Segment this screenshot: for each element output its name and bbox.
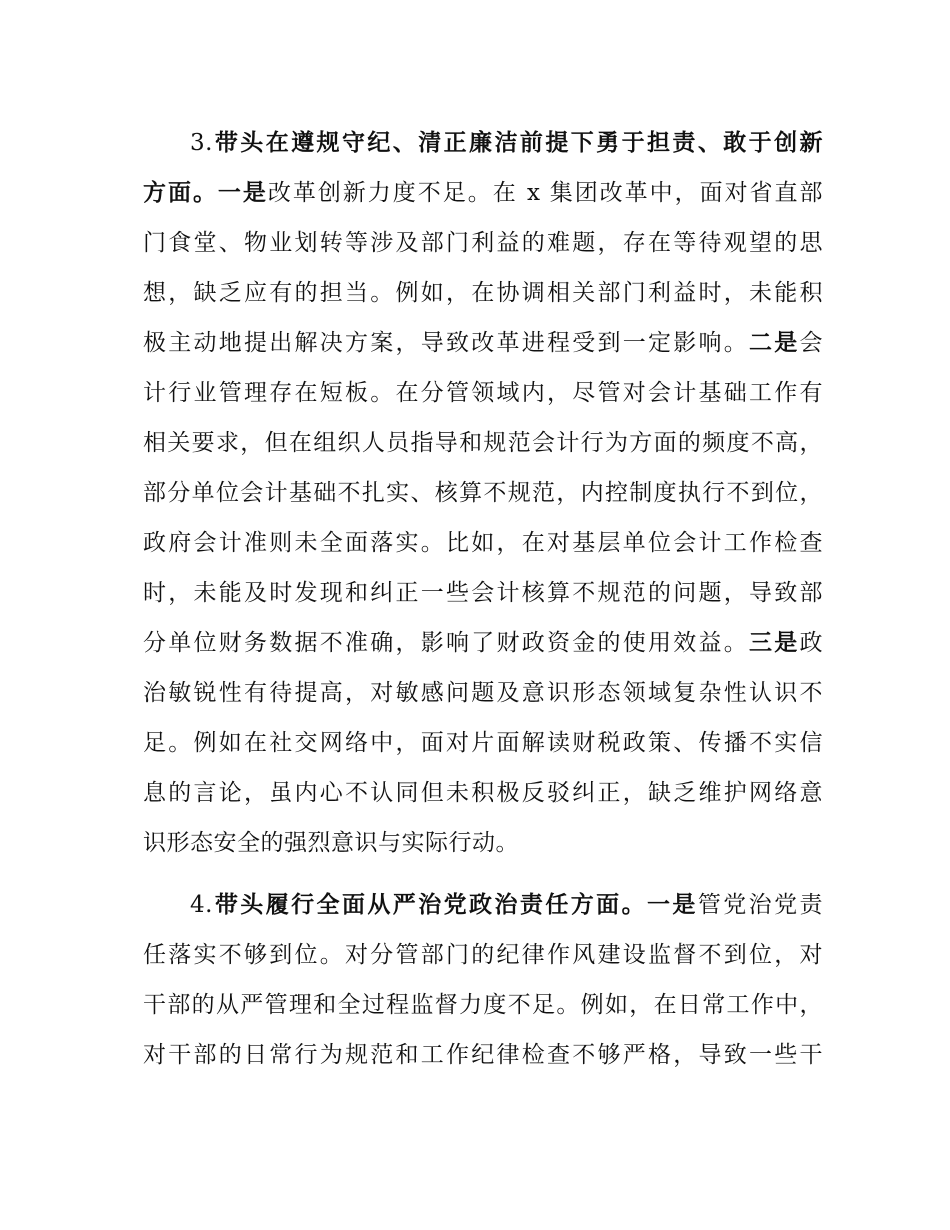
paragraph-1-line-3: 门食堂、物业划转等涉及部门利益的难题，存在等待观望的思 [143,230,823,256]
paragraph-1-line-4: 想，缺乏应有的担当。例如，在协调相关部门利益时，未能积 [143,280,823,306]
paragraph-2-line-4: 对干部的日常行为规范和工作纪律检查不够严格，导致一些干 [143,1042,823,1068]
paragraph-1-line-2: 方面。一是改革创新力度不足。在 x 集团改革中，面对省直部 [143,180,824,206]
paragraph-1-line-15: 识形态安全的强烈意识与实际行动。 [143,830,519,856]
paragraph-1-line-14: 息的言论，虽内心不认同但未积极反驳纠正，缺乏维护网络意 [143,780,823,806]
paragraph-2-line-1: 4.带头履行全面从严治党政治责任方面。一是管党治党责 [190,892,824,918]
paragraph-1-line-8: 部分单位会计基础不扎实、核算不规范，内控制度执行不到位， [143,480,823,506]
paragraph-1-line-10: 时，未能及时发现和纠正一些会计核算不规范的问题，导致部 [143,580,823,606]
paragraph-2-line-2: 任落实不够到位。对分管部门的纪律作风建设监督不到位，对 [143,942,823,968]
paragraph-1-line-12: 治敏锐性有待提高，对敏感问题及意识形态领域复杂性认识不 [143,680,823,706]
paragraph-2-line-3: 干部的从严管理和全过程监督力度不足。例如，在日常工作中， [143,992,823,1018]
paragraph-1-line-6: 计行业管理存在短板。在分管领域内，尽管对会计基础工作有 [143,380,823,406]
paragraph-1-line-1: 3.带头在遵规守纪、清正廉洁前提下勇于担责、敢于创新 [190,130,823,156]
paragraph-1-line-5: 极主动地提出解决方案，导致改革进程受到一定影响。二是会 [143,330,823,356]
paragraph-1-line-13: 足。例如在社交网络中，面对片面解读财税政策、传播不实信 [143,730,823,756]
paragraph-1-line-7: 相关要求，但在组织人员指导和规范会计行为方面的频度不高， [143,430,823,456]
paragraph-1-line-11: 分单位财务数据不准确，影响了财政资金的使用效益。三是政 [143,630,823,656]
paragraph-1-line-9: 政府会计准则未全面落实。比如，在对基层单位会计工作检查 [143,530,823,556]
